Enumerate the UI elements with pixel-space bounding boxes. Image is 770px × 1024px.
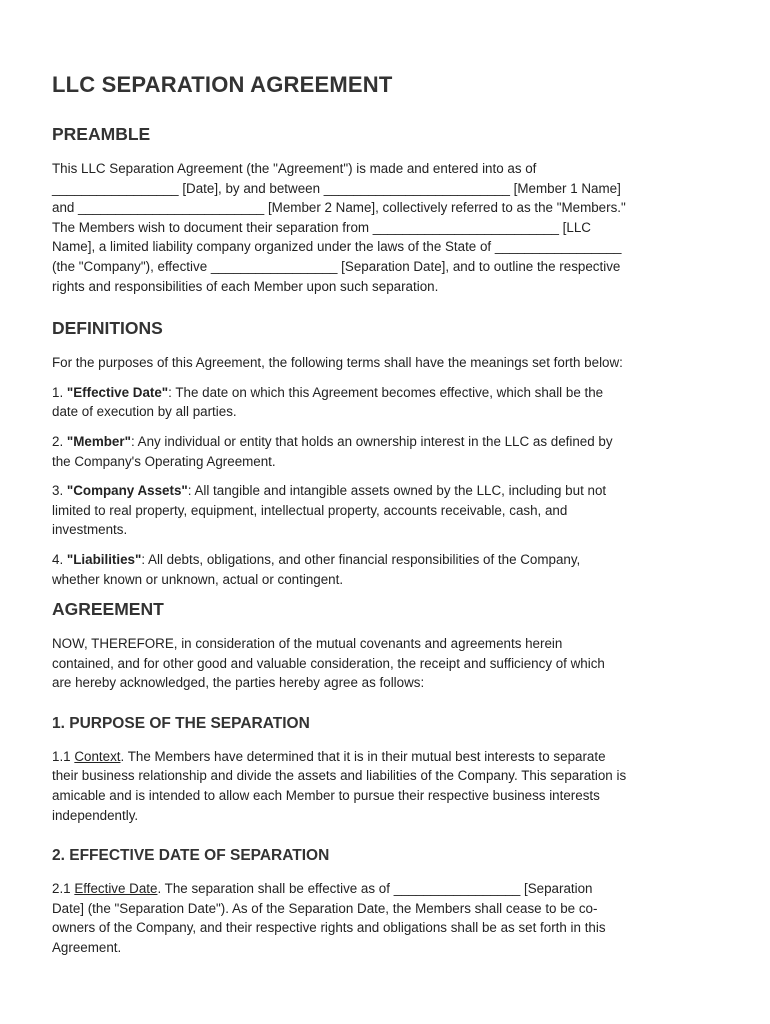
agreement-line: are hereby acknowledged, the parties hereby agree as follows: [52,675,425,691]
definition-term: "Effective Date" [66,384,169,400]
clause-text: independently. [52,807,139,823]
definition-text: date of execution by all parties. [52,404,237,420]
definition-text: : All tangible and intangible assets owned by the LLC, including but not [187,483,607,499]
preamble-heading: PREAMBLE [52,124,151,144]
clause-text: their business relationship and divide the assets and liabilities of the Company. This separation is [52,768,627,784]
section-2-heading: 2. EFFECTIVE DATE OF SEPARATION [52,847,330,865]
preamble-line: _________________ [Date], by and between _________________________ [Member 1 Name] [52,180,621,196]
agreement-heading: AGREEMENT [52,599,164,620]
definition-item [52,383,718,422]
preamble-paragraph [52,159,718,296]
preamble-line: rights and responsibilities of each Member upon such separation. [52,278,439,294]
definition-term: "Company Assets" [66,483,188,499]
clause-text: Date] (the "Separation Date"). As of the Separation Date, the Members shall cease to be co- [52,900,598,916]
clause-text: . The Members have determined that it is in their mutual best interests to separate [120,748,606,764]
clause-number: 2.1 [52,881,75,897]
clause-number: 1.1 [52,748,75,764]
clause-text: . The separation shall be effective as of _________________ [Separation [157,881,593,897]
definition-number: 3. [52,483,67,499]
definition-number: 2. [52,433,67,449]
clause-text: amicable and is intended to allow each Member to pursue their respective business interests [52,788,600,804]
definition-text: : Any individual or entity that holds an ownership interest in the LLC as defined by [130,433,613,449]
clause-text: Agreement. [52,940,122,956]
definition-text: investments. [52,522,128,538]
definition-item [52,481,718,540]
section-2-1-paragraph [52,879,718,957]
document-page [52,72,718,958]
definitions-heading: DEFINITIONS [52,318,163,339]
definition-text: : All debts, obligations, and other financial responsibilities of the Company, [141,551,581,567]
definition-number: 1. [52,384,67,400]
clause-title: Context [74,748,121,764]
preamble-line: and _________________________ [Member 2 Name], collectively referred to as the "Members." [52,200,626,216]
definition-text: limited to real property, equipment, intellectual property, accounts receivable, cash, and [52,502,568,518]
agreement-line: NOW, THEREFORE, in consideration of the mutual covenants and agreements herein [52,636,563,652]
agreement-line: contained, and for other good and valuable consideration, the receipt and sufficiency of which [52,655,605,671]
definition-text: the Company's Operating Agreement. [52,453,276,469]
definition-item [52,432,718,471]
document-title: LLC SEPARATION AGREEMENT [52,72,393,97]
section-1-heading: 1. PURPOSE OF THE SEPARATION [52,714,310,732]
definitions-intro: For the purposes of this Agreement, the following terms shall have the meanings set forth below: [52,355,623,371]
definition-text: whether known or unknown, actual or contingent. [52,571,344,587]
section-1-1-paragraph [52,747,718,825]
preamble-line: The Members wish to document their separation from _________________________ [LLC [52,219,591,235]
preamble-line: (the "Company"), effective _________________ [Separation Date], and to outline the respective [52,258,621,274]
preamble-line: Name], a limited liability company organized under the laws of the State of _________________ [52,239,622,255]
definition-text: : The date on which this Agreement becomes effective, which shall be the [168,384,604,400]
clause-title: Effective Date [74,881,158,897]
definition-term: "Liabilities" [66,551,142,567]
agreement-paragraph [52,634,718,693]
definition-number: 4. [52,551,67,567]
definition-item [52,550,718,589]
preamble-line: This LLC Separation Agreement (the "Agreement") is made and entered into as of [52,161,537,176]
definitions-list [52,353,718,589]
definition-term: "Member" [66,433,131,449]
clause-text: owners of the Company, and their respective rights and obligations shall be as set forth in this [52,920,606,936]
